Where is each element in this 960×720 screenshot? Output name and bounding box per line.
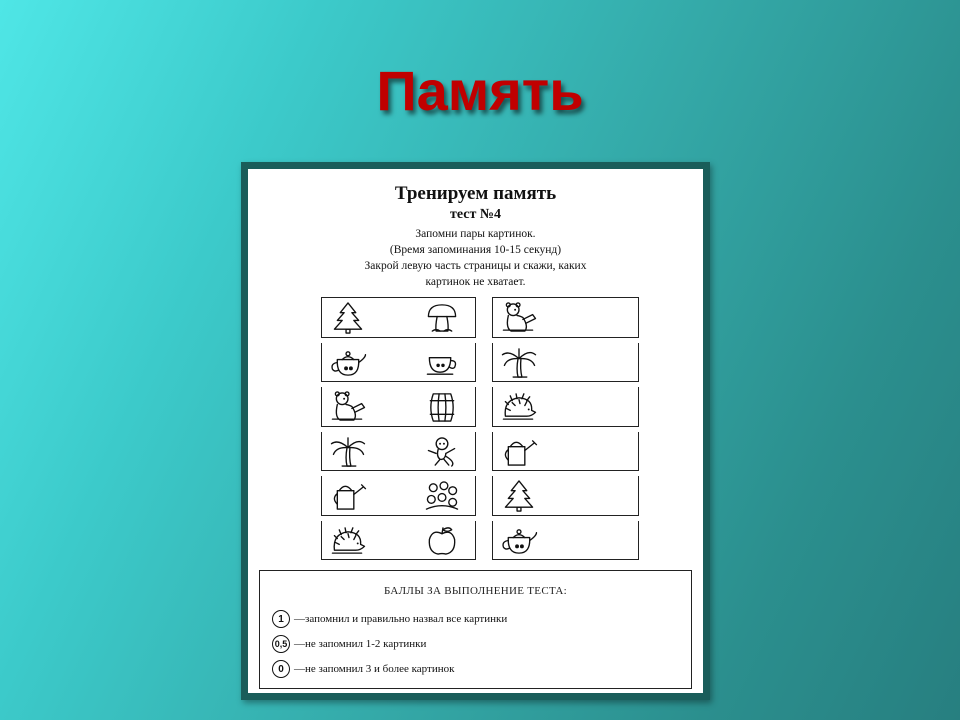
bear-icon — [499, 301, 539, 334]
left-table — [321, 297, 476, 565]
teacup-icon — [422, 346, 462, 379]
worksheet-frame — [241, 162, 710, 700]
instruction-line: Закрой левую часть страницы и скажи, каких — [364, 260, 587, 272]
apple-icon — [422, 524, 462, 557]
bear-icon — [328, 390, 368, 423]
score-badge: 1 — [272, 610, 290, 628]
palm-tree-icon — [499, 346, 539, 379]
hedgehog-icon — [328, 524, 368, 557]
answer-row — [492, 387, 639, 427]
score-text: —не запомнил 3 и более картинок — [294, 663, 455, 675]
score-row — [272, 659, 454, 679]
worksheet-title: Тренируем память — [394, 183, 557, 204]
answer-row — [492, 343, 639, 383]
barrel-icon — [422, 390, 462, 423]
watering-can-icon — [499, 435, 539, 468]
pair-row — [321, 387, 476, 427]
monkey-icon — [422, 435, 462, 468]
scoring-title: БАЛЛЫ ЗА ВЫПОЛНЕНИЕ ТЕСТА: — [383, 585, 568, 597]
flowers-icon — [422, 479, 462, 512]
fir-tree-icon — [328, 301, 368, 334]
score-text: —запомнил и правильно назвал все картинки — [294, 613, 508, 625]
instruction-line: картинок не хватает. — [425, 276, 526, 288]
pair-row — [321, 298, 476, 338]
score-badge: 0 — [272, 660, 290, 678]
worksheet-subtitle: тест №4 — [450, 207, 501, 222]
fir-tree-icon — [499, 479, 539, 512]
instruction-line: Запомни пары картинок. — [415, 228, 536, 240]
right-table — [492, 297, 639, 565]
pair-row — [321, 521, 476, 561]
score-text: —не запомнил 1-2 картинки — [294, 638, 427, 650]
pair-row — [321, 476, 476, 516]
watering-can-icon — [328, 479, 368, 512]
answer-row — [492, 298, 639, 338]
palm-tree-icon — [328, 435, 368, 468]
pair-row — [321, 343, 476, 383]
worksheet — [248, 169, 703, 693]
score-badge: 0,5 — [272, 635, 290, 653]
pair-row — [321, 432, 476, 472]
picture-grid — [321, 297, 639, 547]
answer-row — [492, 432, 639, 472]
slide-title: Память — [376, 59, 584, 122]
score-row — [272, 634, 426, 654]
hedgehog-icon — [499, 390, 539, 423]
answer-row — [492, 521, 639, 561]
answer-row — [492, 476, 639, 516]
teapot-icon — [499, 524, 539, 557]
scoring-box — [259, 570, 692, 689]
instruction-line: (Время запоминания 10-15 секунд) — [389, 244, 562, 256]
score-row — [272, 609, 507, 629]
teapot-icon — [328, 346, 368, 379]
mushroom-icon — [422, 301, 462, 334]
